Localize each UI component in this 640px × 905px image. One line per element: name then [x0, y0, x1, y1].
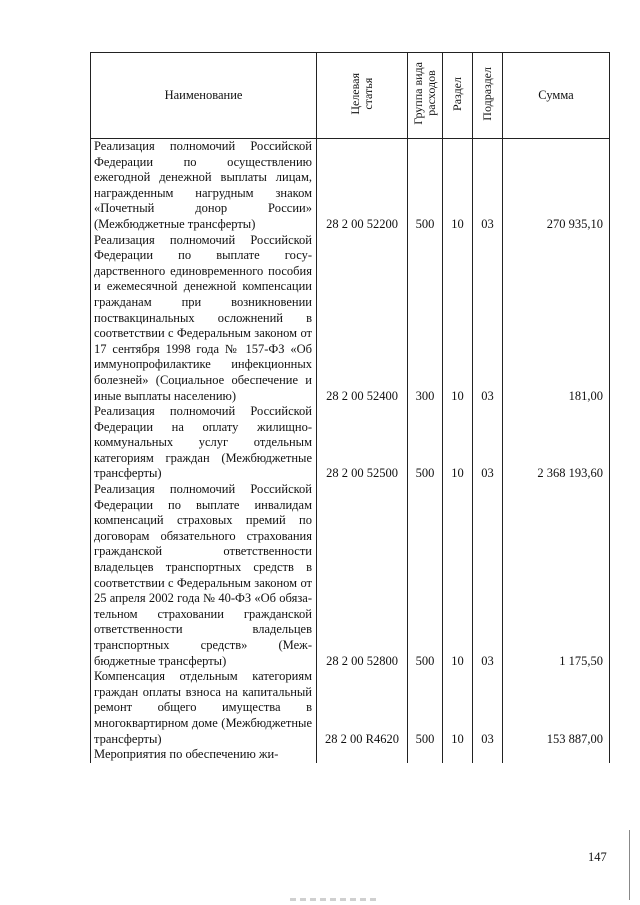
row-name: Реализация полномочий Российской Федерации на оплату жилищно-коммунальных услуг отдельным категориям граждан (Межбюджетные трансферты)	[91, 404, 317, 482]
row-subsection: 03	[473, 139, 503, 233]
row-section	[443, 747, 473, 763]
scan-smudge	[290, 898, 380, 901]
table-header-row	[91, 53, 610, 139]
row-expense-group: 500	[408, 404, 443, 482]
row-subsection	[473, 747, 503, 763]
row-subsection: 03	[473, 404, 503, 482]
header-subsection-label: Подраздел	[480, 66, 494, 121]
row-expense-group: 500	[408, 482, 443, 669]
header-expense-group	[408, 53, 443, 139]
table-row	[91, 669, 610, 747]
header-sum: Сумма	[503, 53, 610, 139]
header-name: Наименование	[91, 53, 317, 139]
row-subsection: 03	[473, 482, 503, 669]
row-sum: 270 935,10	[503, 139, 610, 233]
header-expense-group-label: Группа вида расходов	[411, 62, 438, 125]
table-row	[91, 404, 610, 482]
row-sum: 1 175,50	[503, 482, 610, 669]
row-target-article: 28 2 00 52500	[317, 404, 408, 482]
row-target-article: 28 2 00 52400	[317, 233, 408, 405]
row-section: 10	[443, 482, 473, 669]
table-row	[91, 747, 610, 763]
row-name: Реализация полномочий Российской Федерации по выплате государственного единовременного пособия и ежемесячной денежной компенсации гражданам при возникновении поствакцинальных осложнений в соответствии с Федеральным законом от 17 сентября 1998 года № 157-ФЗ «Об иммунопрофилактике инфекционных болезней» (Социальное обеспечение и иные выплаты населению)	[91, 233, 317, 405]
scan-edge-mark	[629, 830, 630, 900]
row-expense-group	[408, 747, 443, 763]
page-number: 147	[588, 850, 607, 864]
row-name: Реализация полномочий Российской Федерации по осуществлению ежегодной денежной выплаты лицам, награжденным нагрудным знаком «Почетный донор России» (Межбюджетные трансферты)	[91, 139, 317, 233]
table-row	[91, 139, 610, 233]
row-sum	[503, 747, 610, 763]
row-target-article: 28 2 00 R4620	[317, 669, 408, 747]
row-expense-group: 500	[408, 139, 443, 233]
table-row	[91, 233, 610, 405]
row-section: 10	[443, 404, 473, 482]
table-row	[91, 482, 610, 669]
budget-table	[90, 52, 610, 763]
row-target-article	[317, 747, 408, 763]
row-target-article: 28 2 00 52800	[317, 482, 408, 669]
header-target-article-label: Целевая статья	[348, 72, 375, 115]
row-name: Реализация полномочий Российской Федерации по выплате инвалидам компенсаций страховых премий по договорам обязательного страхования гражданской ответственности владельцев транспортных средств в соответствии с Федеральным законом от 25 апреля 2002 года № 40-ФЗ «Об обязательном страховании гражданской ответственности владельцев транспортных средств» (Межбюджетные трансферты)	[91, 482, 317, 669]
row-subsection: 03	[473, 233, 503, 405]
header-section	[443, 53, 473, 139]
row-name: Компенсация отдельным категориям граждан оплаты взноса на капитальный ремонт общего имущества в многоквартирном доме (Межбюджетные трансферты)	[91, 669, 317, 747]
row-section: 10	[443, 233, 473, 405]
row-section: 10	[443, 669, 473, 747]
row-sum: 153 887,00	[503, 669, 610, 747]
row-expense-group: 500	[408, 669, 443, 747]
row-name: Мероприятия по обеспечению жи-	[91, 747, 317, 763]
row-sum: 2 368 193,60	[503, 404, 610, 482]
header-target-article	[317, 53, 408, 139]
row-expense-group: 300	[408, 233, 443, 405]
header-section-label: Раздел	[450, 76, 464, 111]
row-target-article: 28 2 00 52200	[317, 139, 408, 233]
row-subsection: 03	[473, 669, 503, 747]
header-subsection	[473, 53, 503, 139]
row-sum: 181,00	[503, 233, 610, 405]
row-section: 10	[443, 139, 473, 233]
